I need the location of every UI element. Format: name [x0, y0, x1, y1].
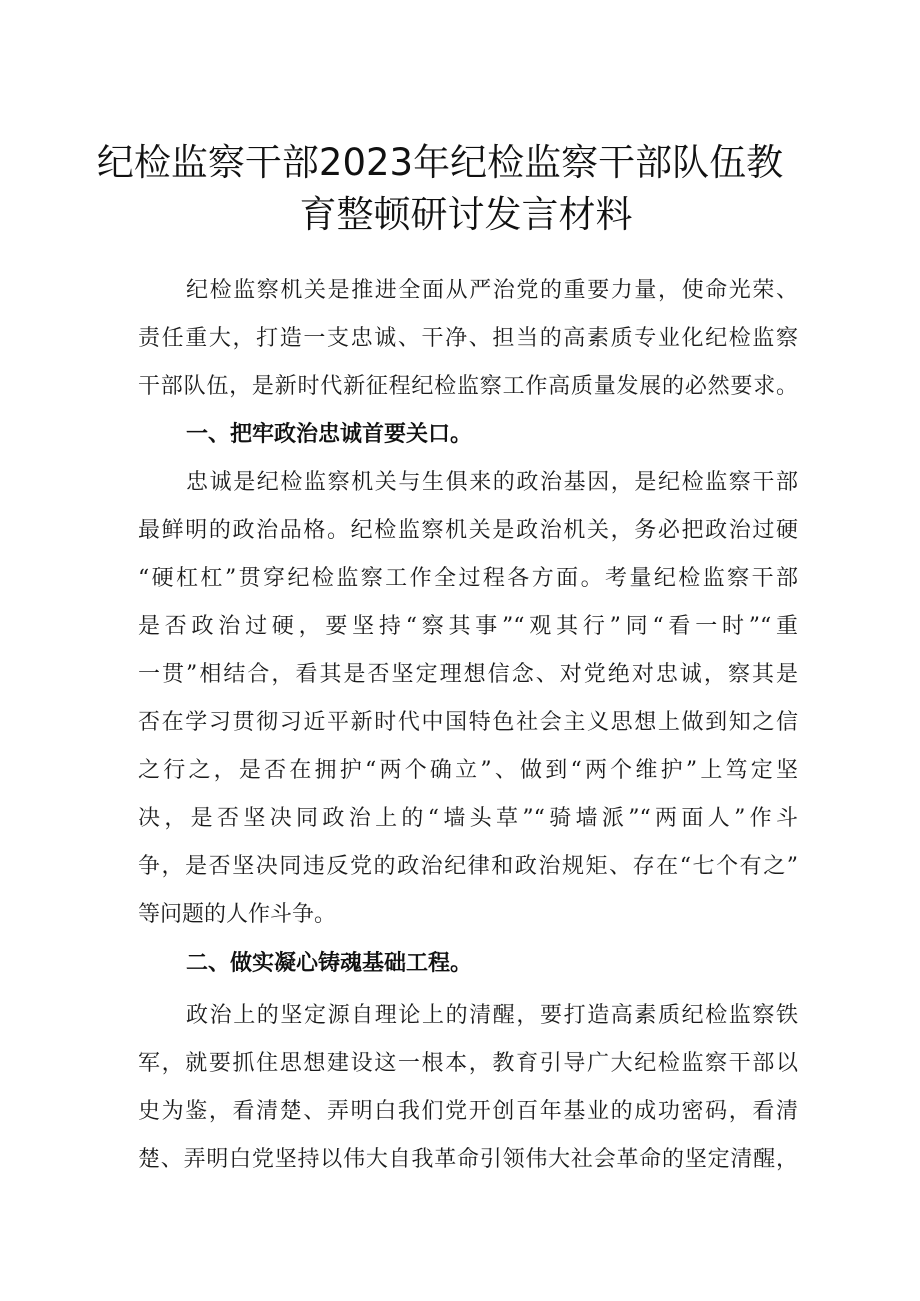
- section-1-line: 之行之，是否在拥护“两个确立”、做到“两个维护”上笃定坚: [138, 758, 798, 783]
- section-1-line: 等问题的人作斗争。: [138, 902, 337, 927]
- section-1-line: 否在学习贯彻习近平新时代中国特色社会主义思想上做到知之信: [138, 710, 798, 735]
- section-1-line: 是否政治过硬，要坚持“察其事”“观其行”同“看一时”“重: [138, 614, 798, 639]
- section-2-heading: 二、做实凝心铸魂基础工程。: [186, 951, 473, 976]
- section-2-line: 政治上的坚定源自理论上的清醒，要打造高素质纪检监察铁: [186, 1003, 798, 1028]
- section-1-line: 忠诚是纪检监察机关与生俱来的政治基因，是纪检监察干部: [186, 470, 798, 495]
- intro-line: 干部队伍，是新时代新征程纪检监察工作高质量发展的必然要求。: [138, 374, 798, 399]
- section-2-line: 楚、弄明白党坚持以伟大自我革命引领伟大社会革命的坚定清醒，: [138, 1147, 798, 1172]
- document-title-line-1: 纪检监察干部2023年纪检监察干部队伍教: [96, 141, 784, 184]
- section-1-line: 决，是否坚决同政治上的“墙头草”“骑墙派”“两面人”作斗: [138, 806, 798, 831]
- section-1-line: 争，是否坚决同违反党的政治纪律和政治规矩、存在“七个有之”: [138, 854, 798, 879]
- intro-line: 纪检监察机关是推进全面从严治党的重要力量，使命光荣、: [186, 278, 798, 303]
- intro-line: 责任重大，打造一支忠诚、干净、担当的高素质专业化纪检监察: [138, 326, 798, 351]
- section-1-line: 一贯”相结合，看其是否坚定理想信念、对党绝对忠诚，察其是: [138, 662, 798, 687]
- document-title-line-2: 育整顿研讨发言材料: [299, 193, 633, 236]
- section-1-heading: 一、把牢政治忠诚首要关口。: [186, 422, 473, 447]
- section-2-line: 军，就要抓住思想建设这一根本，教育引导广大纪检监察干部以: [138, 1051, 798, 1076]
- section-2-line: 史为鉴，看清楚、弄明白我们党开创百年基业的成功密码，看清: [138, 1099, 798, 1124]
- section-1-line: “硬杠杠”贯穿纪检监察工作全过程各方面。考量纪检监察干部: [138, 566, 798, 591]
- section-1-line: 最鲜明的政治品格。纪检监察机关是政治机关，务必把政治过硬: [138, 518, 798, 543]
